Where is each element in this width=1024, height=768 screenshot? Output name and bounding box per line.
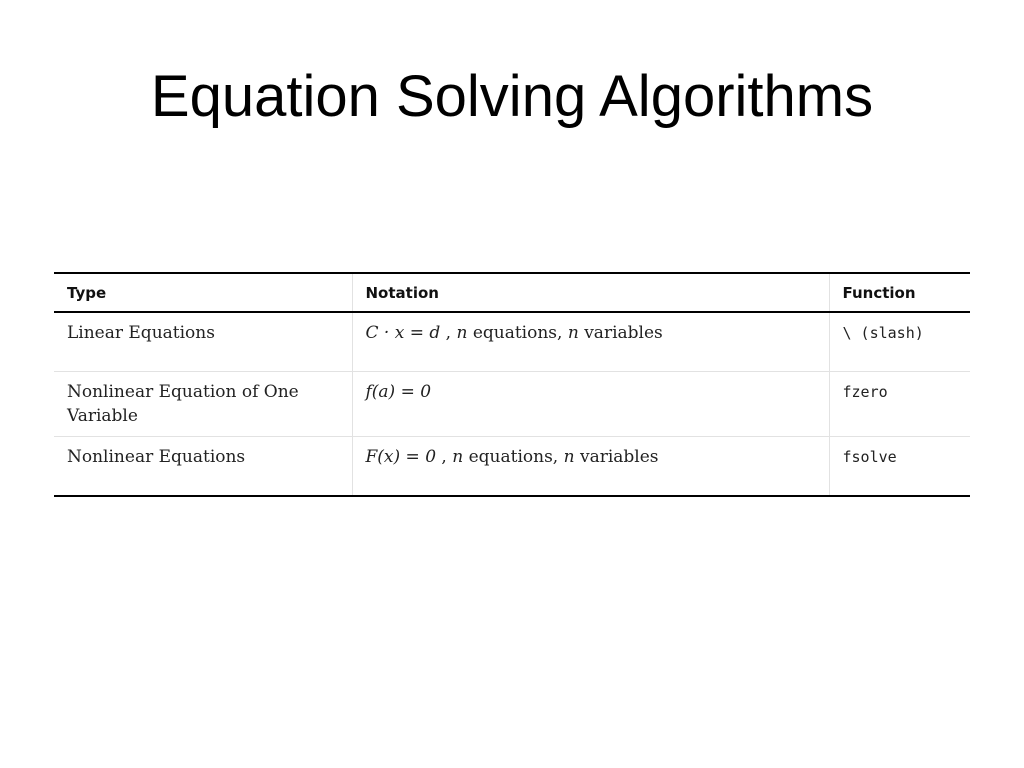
cell-notation xyxy=(352,372,829,437)
cell-notation xyxy=(352,437,829,497)
cell-type: Linear Equations xyxy=(67,323,215,343)
notation-sep: , xyxy=(440,323,457,343)
table-row xyxy=(54,312,970,372)
notation-n: n xyxy=(567,323,579,343)
notation-equations: equations, xyxy=(467,323,568,343)
notation-n: n xyxy=(456,323,468,343)
cell-function: \ (slash) xyxy=(829,312,970,372)
cell-function: fzero xyxy=(829,372,970,437)
table-row xyxy=(54,437,970,497)
cell-function: fsolve xyxy=(829,437,970,497)
slide-title: Equation Solving Algorithms xyxy=(150,64,874,129)
notation-variables: variables xyxy=(574,447,659,467)
cell-type: Nonlinear Equation of One Variable xyxy=(67,382,299,426)
notation-math: C · x = d xyxy=(365,323,441,343)
table-header-row xyxy=(54,273,970,312)
notation-variables: variables xyxy=(578,323,663,343)
notation-n: n xyxy=(452,447,464,467)
notation-n: n xyxy=(563,447,575,467)
header-function: Function xyxy=(829,273,970,312)
algorithms-table xyxy=(54,272,970,497)
header-type: Type xyxy=(67,283,107,302)
notation-math: F(x) = 0 xyxy=(365,447,437,467)
notation-equations: equations, xyxy=(463,447,564,467)
notation-sep: , xyxy=(436,447,453,467)
header-notation: Notation xyxy=(352,273,829,312)
notation-math: f(a) = 0 xyxy=(365,382,432,402)
cell-type: Nonlinear Equations xyxy=(67,447,246,467)
algorithms-table-container xyxy=(54,272,970,497)
table-row xyxy=(54,372,970,437)
cell-notation xyxy=(352,312,829,372)
